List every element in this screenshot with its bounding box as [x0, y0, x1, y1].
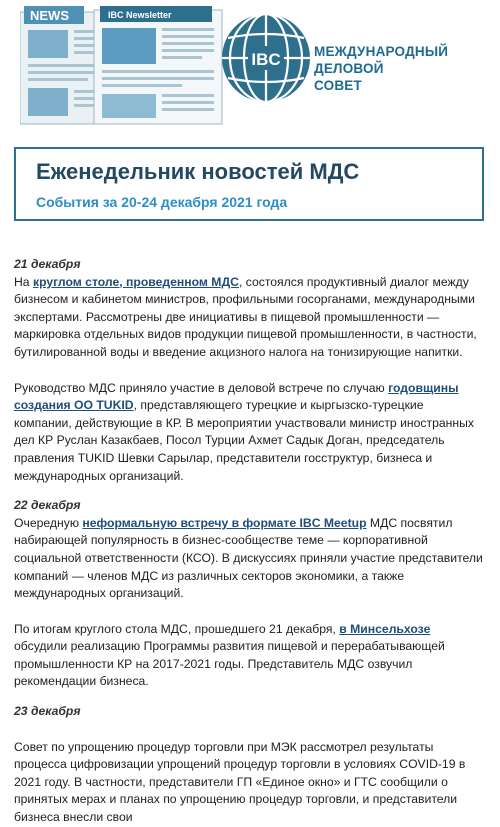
ibc-logo-globe-icon — [220, 12, 312, 104]
news-paragraph: Совет по упрощению процедур торговли при МЭК рассмотрел результаты процесса цифровизации упрощений процедур торговли в условиях COVID-19 в 2021 году. В частности, представители ГП «Единое окно» и ГТС сообщили о принятых мерах и планах по упрощению процедур торговли, и представители бизнеса внесли свои — [14, 739, 466, 825]
logo-text: IBC — [251, 50, 281, 69]
newsletter-label: IBC Newsletter — [108, 10, 172, 20]
news-label: NEWS — [30, 8, 69, 23]
paragraph-text: МДС посвятил набирающей популярность в бизнес-сообществе теме — корпоративной социальной ответственности (КСО). В дискуссиях приняли участие представители компаний — членов МДС из различных секторов экономики, а также международных организаций. — [14, 515, 483, 601]
newspaper-icon — [20, 6, 225, 126]
title-box — [14, 147, 484, 221]
news-paragraph — [14, 621, 484, 691]
news-content — [14, 256, 484, 827]
paragraph-text: Руководство МДС приняло участие в деловой встрече по случаю — [14, 380, 389, 395]
org-line-2: ДЕЛОВОЙ — [314, 61, 384, 76]
organization-name — [314, 43, 494, 94]
tukid-anniversary-link[interactable]: годовщины создания ОО TUKID — [14, 380, 459, 413]
page-title: Еженедельник новостей МДС — [36, 159, 360, 184]
ibc-meetup-link[interactable]: неформальную встречу в формате IBC Meetup — [82, 515, 367, 530]
org-line-1: МЕЖДУНАРОДНЫЙ — [314, 44, 449, 59]
page-subtitle: События за 20-24 декабря 2021 года — [36, 194, 288, 210]
news-paragraph — [14, 380, 484, 486]
newsletter-header — [0, 0, 500, 130]
org-line-3: СОВЕТ — [314, 78, 362, 93]
paragraph-text: На — [14, 274, 33, 289]
paragraph-text: По итогам круглого стола МДС, прошедшего 21 декабря, — [14, 621, 340, 636]
minselhoz-link[interactable]: в Минсельхозе — [339, 621, 431, 636]
paragraph-text: , представляющего турецкие и кыргызско-турецкие компании, действующие в КР. В мероприятии участвовали министр иностранных дел КР Руслан Казакбаев, Посол Турции Ахмет Садык Доган, председатель правления TUKID Шевки Сарылар, представители госструктур, бизнеса и международных организаций. — [14, 398, 474, 483]
news-paragraph — [14, 515, 484, 603]
paragraph-text: обсудили реализацию Программы развития пищевой и перерабатывающей промышленности КР на 2017-2021 годы. Представитель МДС озвучил рекомендации бизнеса. — [14, 639, 445, 689]
date-heading-21: 21 декабря — [14, 257, 81, 271]
round-table-link[interactable]: круглом столе, проведенном МДС — [32, 274, 239, 289]
date-heading-22: 22 декабря — [14, 498, 81, 513]
paragraph-text: , состоялся продуктивный диалог между бизнесом и кабинетом министров, профильными госорганами, международными экспертами. Рассмотрены две инициативы в пищевой промышленности — маркировка отдельных видов продукции пищевой промышленности, в частности, бутилированной воды и введение акцизного налога на тонизирующие напитки. — [14, 274, 477, 359]
date-heading-23: 23 декабря — [14, 704, 81, 719]
news-paragraph — [14, 274, 484, 362]
paragraph-text: Очередную — [14, 515, 83, 530]
